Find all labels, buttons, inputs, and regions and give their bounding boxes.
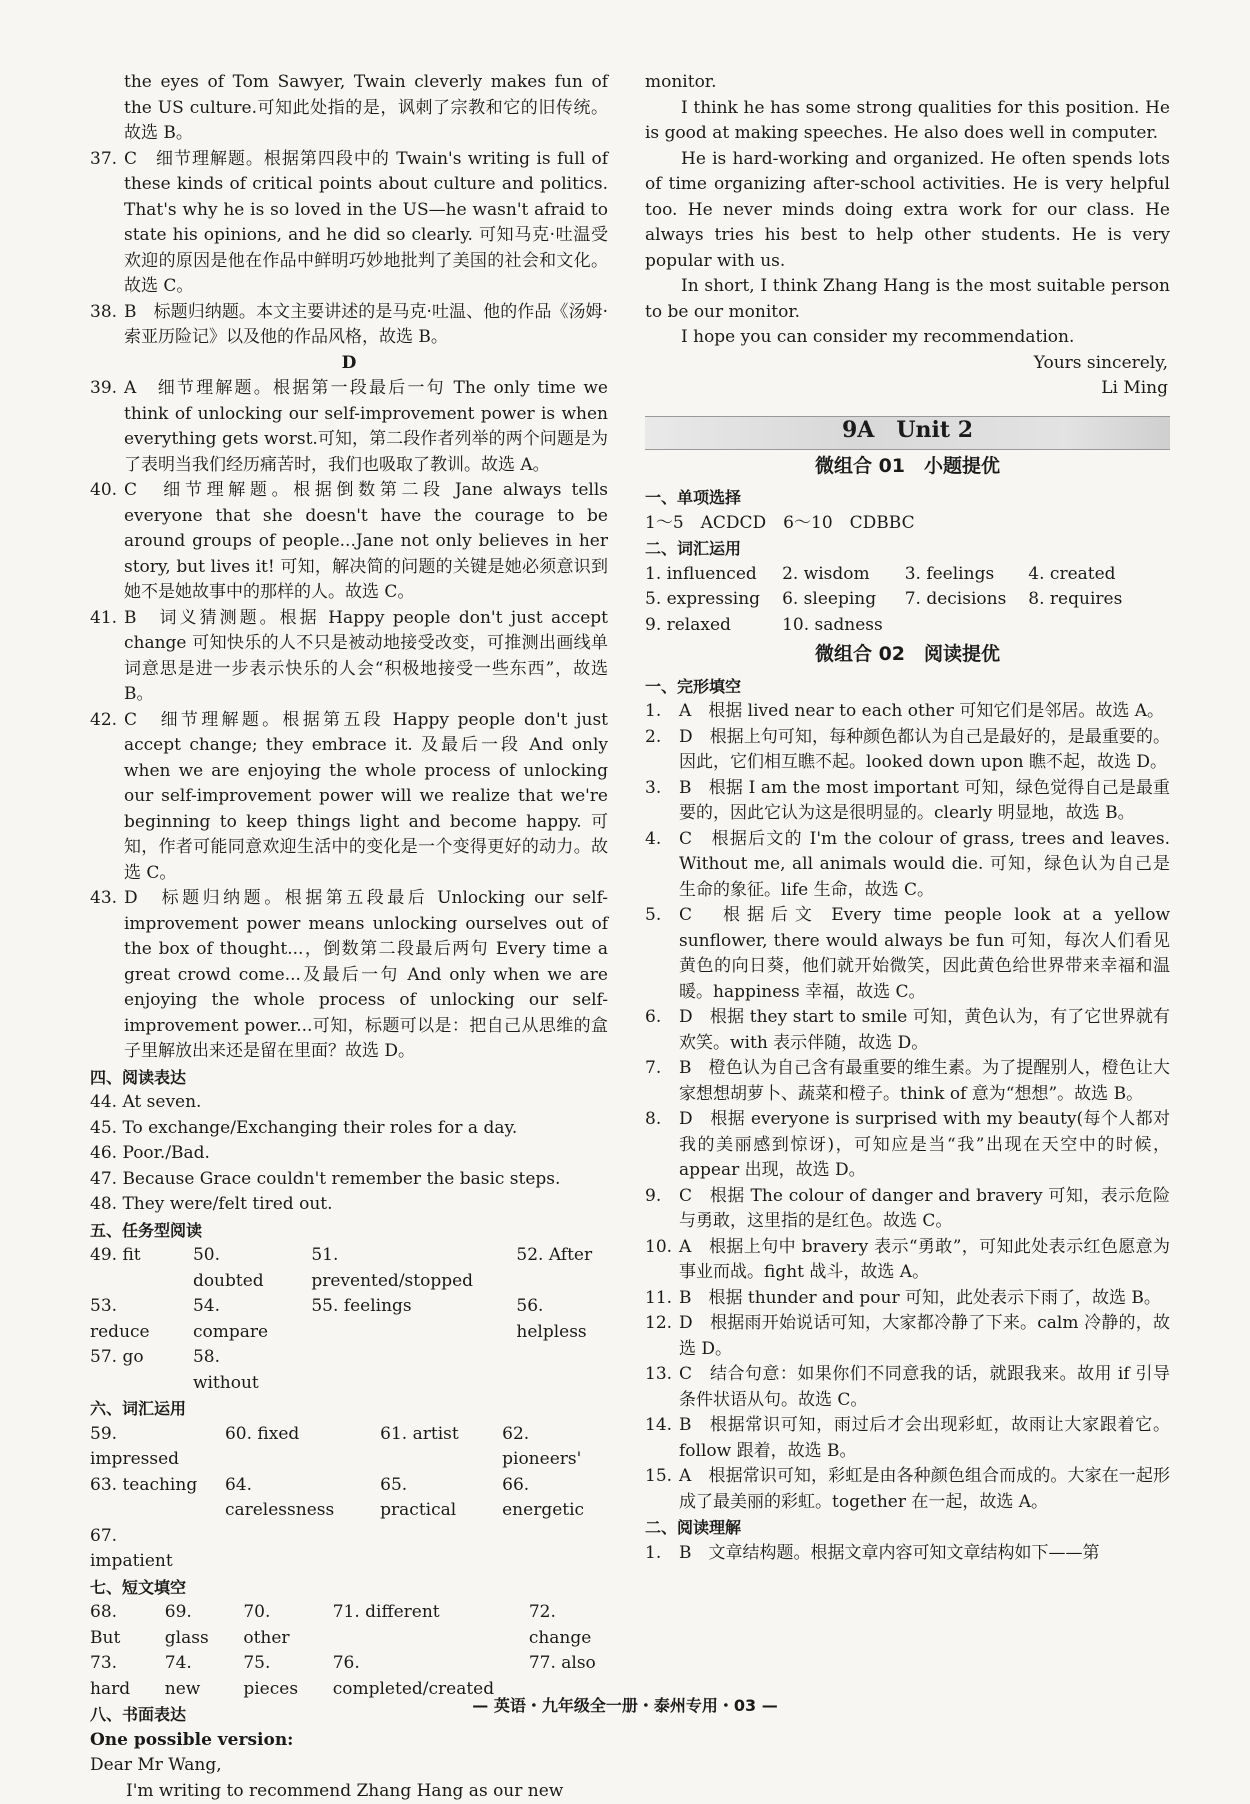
vocab-cell: 8. requires (1028, 587, 1122, 613)
answer-cell: 75. pieces (243, 1651, 314, 1702)
answer-cell: 64. carelessness (225, 1473, 358, 1524)
answer-item (645, 1056, 1170, 1107)
answer-text: D 根据 everyone is surprised with my beauty(每个人都对我的美丽感到惊讶)，可知应是当“我”出现在天空中的时候，appear 出现，故选 D。 (679, 1107, 1170, 1184)
letter-paragraph: I hope you can consider my recommendation. (645, 325, 1170, 351)
answer-cell: 52. After (516, 1243, 608, 1294)
answer-line: 47. Because Grace couldn't remember the basic steps. (90, 1167, 608, 1193)
answer-number: 4. (645, 827, 679, 904)
answer-item (645, 1464, 1170, 1515)
m1-section-2-heading: 二、词汇运用 (645, 536, 1170, 562)
answer-item (645, 1311, 1170, 1362)
page-footer: — 英语・九年级全一册・泰州专用・03 — (0, 1693, 1250, 1719)
answer-item (90, 478, 608, 606)
answer-number: 2. (645, 725, 679, 776)
answer-item (645, 1184, 1170, 1235)
answer-text: C 细节理解题。根据第四段中的 Twain's writing is full of these kinds of critical points about culture and politics. That's why he is so loved in the US—he wasn't afraid to state his opinions, and he did so clearly. 可知马克·吐温受欢迎的原因是他在作品中鲜明巧妙地批判了美国的社会和文化。故选 C。 (124, 147, 608, 300)
answer-number: 3. (645, 776, 679, 827)
letter-paragraph: He is hard-working and organized. He often spends lots of time organizing after-school activities. He is very helpful too. He never minds doing extra work for our class. He always tries his best to help other students. He is very popular with us. (645, 147, 1170, 275)
answer-number: 9. (645, 1184, 679, 1235)
answer-cell: 63. teaching (90, 1473, 203, 1524)
answer-cell: 71. different (333, 1600, 511, 1651)
answer-item (645, 1286, 1170, 1312)
answer-text: C 根据后文 Every time people look at a yellow sunflower, there would always be fun 可知，每次人们看见黄色的向日葵，他们就开始微笑，因此黄色给世界带来幸福和温暖。happiness 幸福，故选 C。 (679, 903, 1170, 1005)
answer-text: C 根据 The colour of danger and bravery 可知，表示危险与勇敢，这里指的是红色。故选 C。 (679, 1184, 1170, 1235)
answer-cell: 68. But (90, 1600, 147, 1651)
vocab-cell: 7. decisions (905, 587, 1007, 613)
answer-text: A 根据 lived near to each other 可知它们是邻居。故选 A。 (679, 699, 1170, 725)
answer-text: B 橙色认为自己含有最重要的维生素。为了提醒别人，橙色让大家想想胡萝卜、蔬菜和橙子。think of 意为“想想”。故选 B。 (679, 1056, 1170, 1107)
answer-text: B 根据 I am the most important 可知，绿色觉得自己是最重要的，因此它认为这是很明显的。clearly 明显地，故选 B。 (679, 776, 1170, 827)
answer-number: 12. (645, 1311, 679, 1362)
answer-cell: 58. without (193, 1345, 289, 1396)
answer-cell: 60. fixed (225, 1422, 358, 1473)
answer-number: 7. (645, 1056, 679, 1107)
m2-section-1-heading: 一、完形填空 (645, 674, 1170, 700)
answer-number: 38. (90, 300, 124, 351)
answer-line: 45. To exchange/Exchanging their roles for a day. (90, 1116, 608, 1142)
answers-section-c (90, 147, 608, 351)
answer-number: 8. (645, 1107, 679, 1184)
letter-body (645, 96, 1170, 351)
answer-line: 46. Poor./Bad. (90, 1141, 608, 1167)
vocab-cell: 10. sadness (782, 613, 883, 639)
cloze-answers (645, 699, 1170, 1515)
answer-number: 10. (645, 1235, 679, 1286)
answer-cell: 66. energetic (502, 1473, 608, 1524)
vocab-cell: 6. sleeping (782, 587, 883, 613)
vocab-cell: 2. wisdom (782, 562, 883, 588)
answer-text: C 细节理解题。根据倒数第二段 Jane always tells everyone that she doesn't have the courage to be around groups of people...Jane not only believes in her story, but lives it! 可知，解决简的问题的关键是她必须意识到她不是她故事中的那样的人。故选 C。 (124, 478, 608, 606)
answer-item (645, 776, 1170, 827)
answer-item (645, 1005, 1170, 1056)
answer-cell: 73. hard (90, 1651, 147, 1702)
m1-choice-answers: 1～5 ACDCD 6～10 CDBBC (645, 511, 1170, 537)
letter-continuation: monitor. (645, 70, 1170, 96)
letter-salutation: Dear Mr Wang, (90, 1753, 608, 1779)
section-6-answers (90, 1422, 608, 1575)
letter-signature: Li Ming (645, 376, 1168, 402)
reading-answer: 1. B 文章结构题。根据文章内容可知文章结构如下——第 (645, 1541, 1170, 1567)
answer-item (645, 1362, 1170, 1413)
answer-text: D 标题归纳题。根据第五段最后 Unlocking our self-improvement power means unlocking ourselves out of the box of thought...，倒数第二段最后两句 Every time a great crowd come...及最后一句 And only when we are enjoying the whole process of unlocking our self-improvement power...可知，标题可以是：把自己从思维的盒子里解放出来还是留在里面？故选 D。 (124, 886, 608, 1065)
answer-item (90, 886, 608, 1065)
answer-item (90, 606, 608, 708)
answer-item (90, 708, 608, 887)
answer-text: B 根据常识可知，雨过后才会出现彩虹，故雨让大家跟着它。follow 跟着，故选 B。 (679, 1413, 1170, 1464)
answer-cell: 53. reduce (90, 1294, 171, 1345)
answer-number: 15. (645, 1464, 679, 1515)
intro-text (90, 70, 608, 147)
answer-cell: 65. practical (380, 1473, 480, 1524)
vocab-cell: 3. feelings (905, 562, 1007, 588)
answer-item (645, 725, 1170, 776)
answer-text: D 根据雨开始说话可知，大家都冷静了下来。calm 冷静的，故选 D。 (679, 1311, 1170, 1362)
answer-text: A 根据上句中 bravery 表示“勇敢”，可知此处表示红色愿意为事业而战。fight 战斗，故选 A。 (679, 1235, 1170, 1286)
answer-number: 11. (645, 1286, 679, 1312)
answer-cell: 69. glass (165, 1600, 226, 1651)
answer-text: A 细节理解题。根据第一段最后一句 The only time we think of unlocking our self-improvement power is when everything gets worst.可知，第二段作者列举的两个问题是为了表明当我们经历痛苦时，我们也吸取了教训。故选 A。 (124, 376, 608, 478)
answers-section-d (90, 376, 608, 1065)
answer-cell: 70. other (243, 1600, 314, 1651)
answer-cell: 54. compare (193, 1294, 289, 1345)
answer-text: B 根据 thunder and pour 可知，此处表示下雨了，故选 B。 (679, 1286, 1170, 1312)
letter-paragraph: I think he has some strong qualities for this position. He is good at making speeches. He also does well in computer. (645, 96, 1170, 147)
answer-cell: 62. pioneers' (502, 1422, 608, 1473)
answer-number: 5. (645, 903, 679, 1005)
answer-cell: 67. impatient (90, 1524, 203, 1575)
answer-number: 39. (90, 376, 124, 478)
m1-vocab-answers (645, 562, 1170, 639)
micro-group-1-title: 微组合 01 小题提优 (645, 454, 1170, 480)
vocab-cell: 9. relaxed (645, 613, 760, 639)
answer-cell: 77. also (529, 1651, 608, 1702)
answer-item (90, 300, 608, 351)
answer-cell: 74. new (165, 1651, 226, 1702)
section-6-heading: 六、词汇运用 (90, 1396, 608, 1422)
section-5-answers (90, 1243, 608, 1396)
right-column (645, 70, 1170, 1566)
letter-opening: I'm writing to recommend Zhang Hang as our new (90, 1779, 608, 1804)
answer-cell: 49. fit (90, 1243, 171, 1294)
answer-item (645, 1235, 1170, 1286)
answer-number: 41. (90, 606, 124, 708)
intro-line: the eyes of Tom Sawyer, Twain cleverly makes fun of the US culture.可知此处指的是，讽刺了宗教和它的旧传统。故选 B。 (90, 70, 608, 147)
micro-group-2-title: 微组合 02 阅读提优 (645, 642, 1170, 668)
section-d-heading: D (90, 351, 608, 377)
answer-number: 43. (90, 886, 124, 1065)
answer-text: C 根据后文的 I'm the colour of grass, trees and leaves. Without me, all animals would die. 可知，绿色认为自己是生命的象征。life 生命，故选 C。 (679, 827, 1170, 904)
section-4-answers (90, 1090, 608, 1218)
answer-cell: 55. feelings (311, 1294, 494, 1345)
letter-closing: Yours sincerely, (645, 351, 1168, 377)
answer-number: 6. (645, 1005, 679, 1056)
answer-item (90, 376, 608, 478)
section-7-heading: 七、短文填空 (90, 1575, 608, 1601)
answer-text: B 词义猜测题。根据 Happy people don't just accept change 可知快乐的人不只是被动地接受改变，可推测出画线单词意思是进一步表示快乐的人会“积极地接受一些东西”，故选 B。 (124, 606, 608, 708)
answer-cell: 51. prevented/stopped (311, 1243, 494, 1294)
answer-cell: 50. doubted (193, 1243, 289, 1294)
answer-cell: 76. completed/created (333, 1651, 511, 1702)
answer-number: 37. (90, 147, 124, 300)
answer-line: 48. They were/felt tired out. (90, 1192, 608, 1218)
answer-line: 44. At seven. (90, 1090, 608, 1116)
answer-item (645, 699, 1170, 725)
answer-text: B 标题归纳题。本文主要讲述的是马克·吐温、他的作品《汤姆·索亚历险记》以及他的作品风格，故选 B。 (124, 300, 608, 351)
answer-cell: 61. artist (380, 1422, 480, 1473)
section-8-heading: 八、书面表达 (90, 1702, 608, 1728)
answer-text: A 根据常识可知，彩虹是由各种颜色组合而成的。大家在一起形成了最美丽的彩虹。together 在一起，故选 A。 (679, 1464, 1170, 1515)
section-7-answers (90, 1600, 608, 1702)
unit-banner (645, 416, 1170, 450)
answer-text: D 根据上句可知，每种颜色都认为自己是最好的，是最重要的。因此，它们相互瞧不起。looked down upon 瞧不起，故选 D。 (679, 725, 1170, 776)
answer-number: 1. (645, 699, 679, 725)
unit-title: 9A Unit 2 (645, 418, 1170, 444)
answer-text: C 细节理解题。根据第五段 Happy people don't just accept change; they embrace it. 及最后一段 And only when we are enjoying the whole process of unlocking our self-improvement power will we realize that we're beginning to keep things light and become happy. 可知，作者可能同意欢迎生活中的变化是一个变得更好的动力。故选 C。 (124, 708, 608, 887)
answer-number: 42. (90, 708, 124, 887)
answer-text: D 根据 they start to smile 可知，黄色认为，有了它世界就有欢笑。with 表示伴随，故选 D。 (679, 1005, 1170, 1056)
vocab-cell: 4. created (1028, 562, 1122, 588)
answer-item (90, 147, 608, 300)
answer-number: 13. (645, 1362, 679, 1413)
answer-item (645, 827, 1170, 904)
m2-section-2-heading: 二、阅读理解 (645, 1515, 1170, 1541)
version-label: One possible version: (90, 1728, 608, 1754)
answer-item (645, 1107, 1170, 1184)
m1-section-1-heading: 一、单项选择 (645, 485, 1170, 511)
answer-cell: 56. helpless (516, 1294, 608, 1345)
vocab-cell: 5. expressing (645, 587, 760, 613)
answer-cell: 57. go (90, 1345, 171, 1396)
answer-text: C 结合句意：如果你们不同意我的话，就跟我来。故用 if 引导条件状语从句。故选 C。 (679, 1362, 1170, 1413)
answer-number: 40. (90, 478, 124, 606)
section-5-heading: 五、任务型阅读 (90, 1218, 608, 1244)
letter-paragraph: In short, I think Zhang Hang is the most suitable person to be our monitor. (645, 274, 1170, 325)
answer-item (645, 1413, 1170, 1464)
answer-cell: 59. impressed (90, 1422, 203, 1473)
vocab-cell: 1. influenced (645, 562, 760, 588)
section-4-heading: 四、阅读表达 (90, 1065, 608, 1091)
answer-number: 14. (645, 1413, 679, 1464)
answer-item (645, 903, 1170, 1005)
answer-cell: 72. change (529, 1600, 608, 1651)
left-column (90, 70, 608, 1804)
